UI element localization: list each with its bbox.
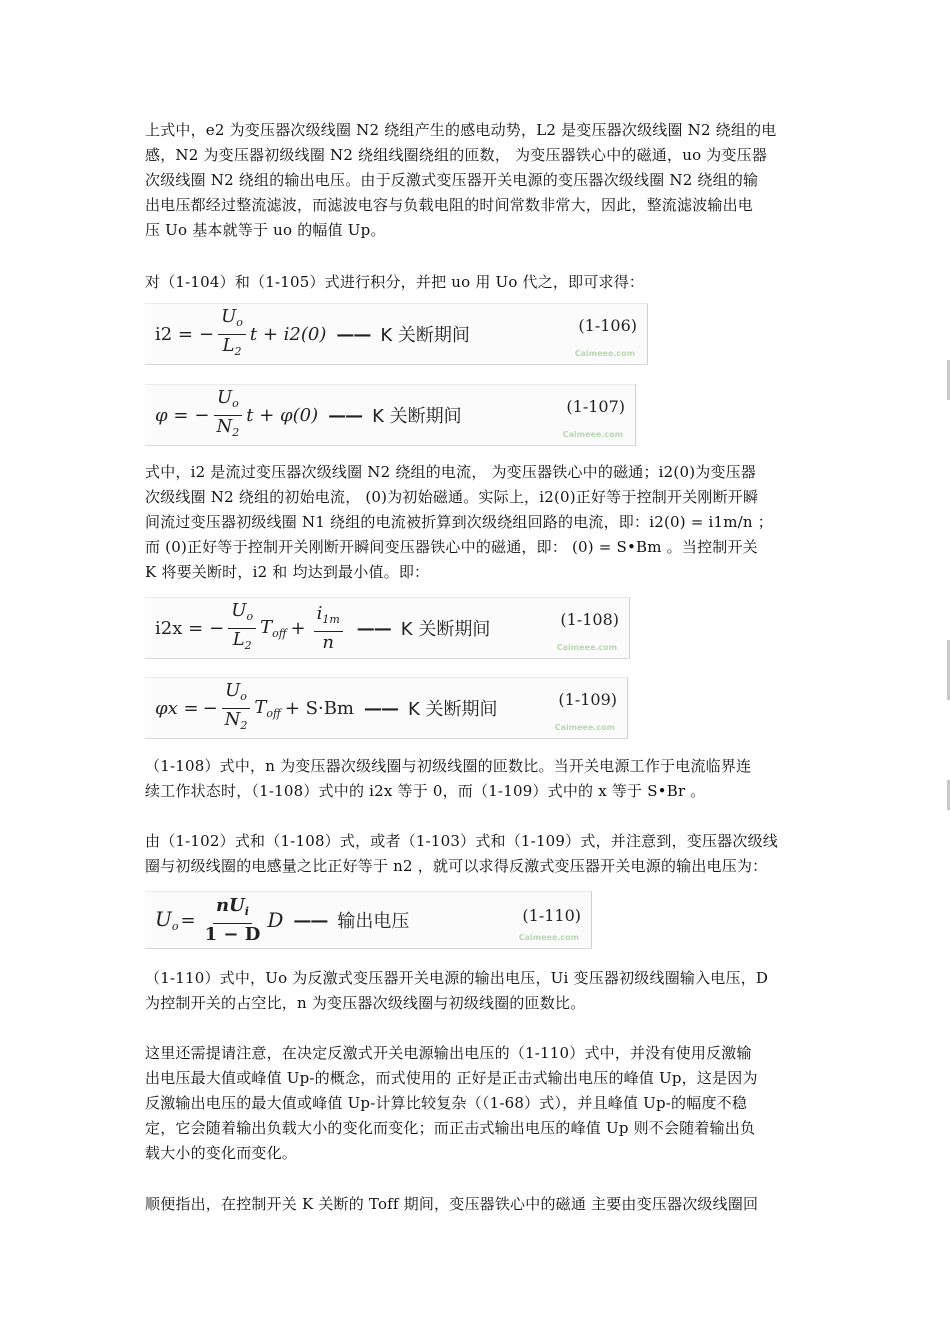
text-line: 反激输出电压的最大值或峰值 Up-计算比较复杂（（1-68）式），并且峰值 Up-的幅度不稳 — [145, 1094, 748, 1112]
text-line: 圈与初级线圈的电感量之比正好等于 n2 ，就可以求得反激式变压器开关电源的输出电压为： — [145, 857, 768, 875]
equation-1-107 — [145, 384, 636, 446]
eq-dash: —— — [364, 697, 398, 719]
eq-fraction-2 — [314, 603, 343, 654]
frac-numerator: U — [216, 386, 233, 408]
text-line: 由（1-102）式和（1-108）式，或者（1-103）式和（1-109）式，并注意到，变压器次级线 — [145, 832, 778, 850]
frac-numerator: U — [221, 305, 237, 327]
eq-lhs-subscript: o — [171, 920, 179, 933]
eq-tail: t + φ(0) — [246, 404, 319, 426]
watermark: Caimeee.com — [574, 349, 635, 358]
eq-dash: —— — [328, 404, 363, 426]
text-line: （1-110）式中，Uo 为反激式变压器开关电源的输出电压，Ui 变压器初级线圈输入电压，D — [145, 969, 769, 987]
paragraph-6 — [145, 966, 813, 1016]
frac-den-subscript: 2 — [234, 344, 242, 358]
watermark: Caimeee.com — [554, 723, 615, 732]
eq-fraction — [214, 387, 243, 444]
text-line: 载大小的变化而变化。 — [145, 1144, 298, 1162]
text-line: 次级线圈 N2 绕组的输出电压。由于反激式变压器开关电源的变压器次级线圈 N2 绕组的输 — [145, 171, 759, 189]
paragraph-7 — [145, 1041, 813, 1166]
eq-plus: + — [290, 617, 306, 639]
eq-term: T — [254, 696, 267, 718]
eq-condition: K 关断期间 — [372, 406, 462, 427]
text-line: 而 (0)正好等于控制开关刚断开瞬间变压器铁心中的磁通，即： (0) = S•Bm 。当控制开关 — [145, 538, 758, 556]
text-line: 这里还需提请注意，在决定反激式开关电源输出电压的（1-110）式中，并没有使用反激输 — [145, 1044, 752, 1062]
text-line: 次级线圈 N2 绕组的初始电流， (0)为初始磁通。实际上，i2(0)正好等于控制开关刚断开瞬 — [145, 488, 759, 506]
eq-lhs: i2 = — [155, 323, 194, 345]
paragraph-5 — [145, 829, 813, 879]
frac-denominator: n — [322, 631, 334, 653]
equation-body — [155, 385, 462, 445]
eq-tail: D — [267, 908, 284, 932]
frac-denominator: N — [216, 415, 233, 437]
text-line: 对（1-104）和（1-105）式进行积分，并把 uo 用 Uo 代之，即可求得： — [145, 273, 645, 291]
text-line: 定，它会随着输出负载大小的变化而变化；而正击式输出电压的峰值 Up 则不会随着输出负 — [145, 1119, 756, 1137]
equation-body — [155, 678, 498, 738]
paragraph-8 — [145, 1192, 813, 1217]
frac-den-subscript: 2 — [240, 718, 248, 732]
eq-lhs: φx = — [155, 697, 199, 719]
text-line: 续工作状态时，（1-108）式中的 i2x 等于 0，而（1-109）式中的 x 等于 S•Br 。 — [145, 782, 706, 800]
text-line: 顺便指出，在控制开关 K 关断的 Toff 期间，变压器铁心中的磁通 主要由变压器次级线圈回 — [145, 1195, 759, 1213]
eq-term: T — [260, 616, 273, 638]
eq-tail: + S·Bm — [284, 697, 354, 719]
frac-numerator: nU — [215, 894, 245, 916]
equation-number: (1-110) — [522, 906, 581, 925]
eq-term-subscript: off — [272, 626, 287, 640]
paragraph-2 — [145, 270, 813, 295]
text-line: 间流过变压器初级线圈 N1 绕组的电流被折算到次级绕组回路的电流，即：i2(0) = i1m/n ； — [145, 513, 773, 531]
eq-fraction — [202, 895, 264, 946]
eq-condition: K 关断期间 — [380, 325, 470, 346]
equation-1-108 — [145, 597, 630, 659]
equation-1-106 — [145, 303, 648, 365]
eq-fraction — [222, 680, 251, 737]
frac-num-subscript: o — [246, 609, 254, 623]
text-line: 出电压都经过整流滤波，而滤波电容与负载电阻的时间常数非常大，因此，整流滤波输出电 — [145, 196, 754, 214]
eq-sign: − — [194, 404, 210, 426]
eq-fraction — [228, 600, 256, 657]
frac-denominator: L — [222, 334, 235, 356]
paragraph-4 — [145, 754, 813, 804]
eq-dash: —— — [293, 909, 328, 931]
eq-dash: —— — [336, 323, 371, 345]
eq-condition: 输出电压 — [337, 911, 410, 932]
equation-body — [155, 304, 470, 364]
eq-sign: − — [199, 323, 215, 345]
equation-1-109 — [145, 677, 628, 739]
eq-sign: − — [209, 617, 225, 639]
eq-lhs: φ = — [155, 404, 189, 426]
text-line: K 将要关断时，i2 和 均达到最小值。即： — [145, 563, 430, 581]
frac-numerator: U — [225, 679, 241, 701]
watermark: Caimeee.com — [562, 430, 623, 439]
frac-den-subscript: 2 — [244, 638, 252, 652]
eq-dash: —— — [356, 617, 391, 639]
equation-number: (1-108) — [560, 610, 619, 629]
text-line: 为控制开关的占空比，n 为变压器次级线圈与初级线圈的匝数比。 — [145, 994, 586, 1012]
equation-number: (1-109) — [558, 690, 617, 709]
eq-condition: K 关断期间 — [400, 619, 491, 640]
text-line: 出电压最大值或峰值 Up-的概念，而式使用的 正好是正击式输出电压的峰值 Up，这是因为 — [145, 1069, 758, 1087]
text-line: （1-108）式中，n 为变压器次级线圈与初级线圈的匝数比。当开关电源工作于电流临界连 — [145, 757, 752, 775]
eq-term-subscript: off — [266, 706, 281, 720]
eq-lhs: U — [155, 907, 172, 931]
equation-number: (1-106) — [578, 316, 637, 335]
frac-denominator: L — [232, 628, 245, 650]
frac-num-subscript: o — [236, 315, 243, 329]
eq-sign: − — [202, 697, 218, 719]
frac-numerator: U — [231, 599, 247, 621]
paragraph-1 — [145, 118, 813, 243]
frac-denominator: N — [224, 708, 241, 730]
text-line: 感，N2 为变压器初级线圈 N2 绕组线圈绕组的匝数， 为变压器铁心中的磁通，uo 为变压器 — [145, 146, 768, 164]
equation-body — [155, 598, 490, 658]
paragraph-3 — [145, 460, 813, 585]
text-line: 式中，i2 是流过变压器次级线圈 N2 绕组的电流， 为变压器铁心中的磁通；i2(0)为变压器 — [145, 463, 757, 481]
eq-lhs: i2x = — [155, 617, 204, 639]
eq-tail: t + i2(0) — [249, 323, 327, 345]
watermark: Caimeee.com — [518, 933, 579, 942]
frac-denominator: 1 − D — [204, 923, 261, 945]
frac-num-subscript: i — [244, 904, 249, 918]
equation-body — [155, 892, 409, 948]
frac-num-subscript: 1m — [322, 612, 340, 626]
equation-1-110 — [145, 891, 592, 949]
text-line: 上式中，e2 为变压器次级线圈 N2 绕组产生的感电动势，L2 是变压器次级线圈 N2 绕组的电 — [145, 121, 777, 139]
eq-fraction — [218, 306, 246, 363]
frac-den-subscript: 2 — [232, 425, 240, 439]
eq-equals: = — [180, 909, 196, 931]
frac-numerator: i — [316, 602, 323, 624]
equation-number: (1-107) — [566, 397, 625, 416]
watermark: Caimeee.com — [556, 643, 617, 652]
frac-num-subscript: o — [232, 396, 239, 410]
eq-condition: K 关断期间 — [408, 699, 498, 720]
text-line: 压 Uo 基本就等于 uo 的幅值 Up。 — [145, 221, 386, 239]
frac-num-subscript: o — [240, 689, 247, 703]
